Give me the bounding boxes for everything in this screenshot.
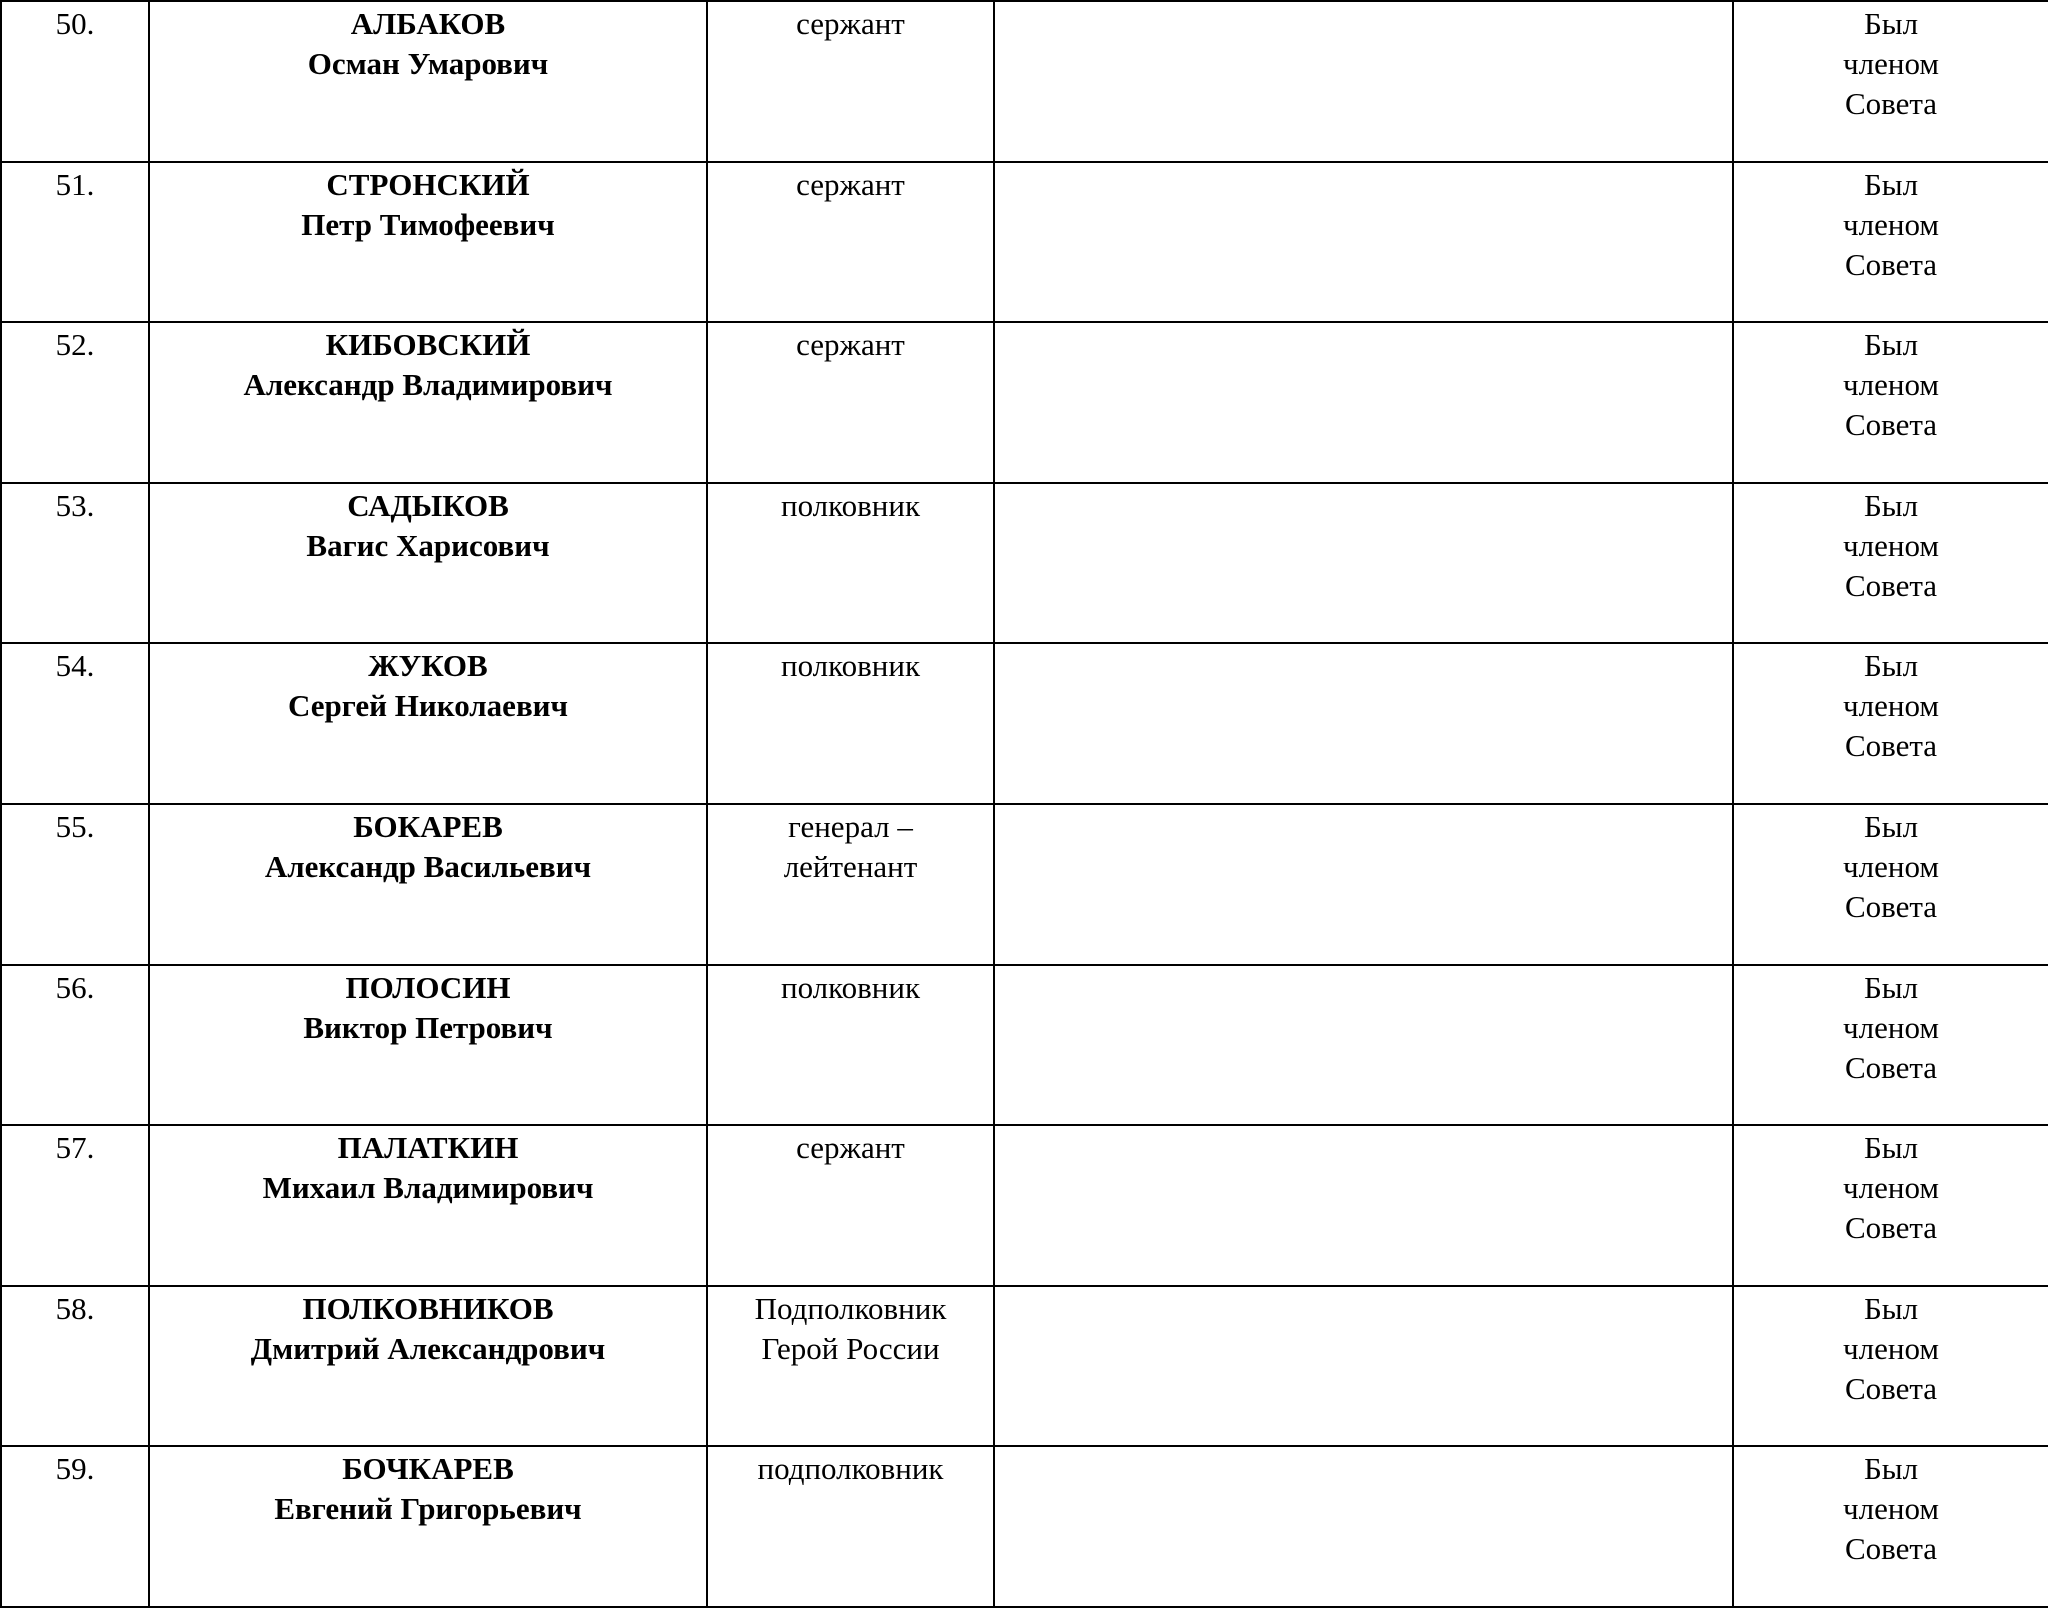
row-number: 52. — [1, 322, 149, 483]
rank-text: сержант — [796, 6, 905, 41]
person-name-cell — [149, 643, 707, 804]
rank-text: сержант — [796, 166, 905, 202]
rank-cell — [707, 483, 994, 644]
rank-cell — [707, 1446, 994, 1607]
status-text: членом — [1843, 1330, 1939, 1366]
status-cell — [1733, 162, 2048, 323]
rank-cell — [707, 322, 994, 483]
status-cell — [1733, 1, 2048, 162]
row-number: 58. — [1, 1286, 149, 1447]
row-number: 50. — [1, 1, 149, 162]
status-cell — [1733, 1125, 2048, 1286]
status-cell — [1733, 804, 2048, 965]
empty-notes-cell — [994, 1286, 1733, 1447]
status-text: членом — [1843, 367, 1939, 403]
empty-notes-cell — [994, 965, 1733, 1126]
status-text: Был — [1863, 166, 1919, 202]
row-number: 53. — [1, 483, 149, 644]
person-name-cell — [149, 1, 707, 162]
status-text: Совета — [1844, 1370, 1938, 1406]
person-name-cell — [149, 1286, 707, 1447]
rank-text: Подполковник — [754, 1290, 947, 1326]
status-text: Был — [1863, 808, 1919, 844]
table-row — [1, 1125, 2048, 1286]
status-text: Совета — [1844, 1049, 1938, 1085]
status-text: Совета — [1844, 888, 1938, 924]
person-name-cell — [149, 965, 707, 1126]
status-text: членом — [1843, 1009, 1939, 1045]
surname: КИБОВСКИЙ — [325, 327, 531, 363]
table-row — [1, 1286, 2048, 1447]
row-number: 51. — [1, 162, 149, 323]
rank-text: генерал – — [788, 808, 913, 844]
table-row — [1, 1446, 2048, 1607]
status-cell — [1733, 965, 2048, 1126]
rank-text: Герой России — [761, 1330, 940, 1366]
status-text: Был — [1863, 6, 1919, 41]
person-name-cell — [149, 1446, 707, 1607]
given-name-patronymic: Сергей Николаевич — [287, 688, 569, 724]
surname: ЖУКОВ — [368, 648, 488, 684]
status-text: Был — [1863, 1130, 1919, 1166]
rank-text: сержант — [796, 327, 905, 363]
status-cell — [1733, 322, 2048, 483]
empty-notes-cell — [994, 643, 1733, 804]
given-name-patronymic: Вагис Харисович — [306, 527, 550, 563]
surname: АЛБАКОВ — [350, 6, 506, 41]
status-text: Был — [1863, 1290, 1919, 1326]
surname: БОКАРЕВ — [353, 808, 503, 844]
status-text: членом — [1843, 1170, 1939, 1206]
given-name-patronymic: Михаил Владимирович — [262, 1170, 594, 1206]
status-text: Был — [1863, 487, 1919, 523]
surname: СТРОНСКИЙ — [326, 166, 530, 202]
status-cell — [1733, 483, 2048, 644]
status-text: Совета — [1844, 567, 1938, 603]
status-text: Совета — [1844, 728, 1938, 764]
surname: ПОЛКОВНИКОВ — [302, 1290, 554, 1326]
empty-notes-cell — [994, 1, 1733, 162]
status-cell — [1733, 1446, 2048, 1607]
table-row — [1, 483, 2048, 644]
rank-cell — [707, 162, 994, 323]
person-name-cell — [149, 322, 707, 483]
table-row — [1, 643, 2048, 804]
table-row — [1, 965, 2048, 1126]
status-text: Совета — [1844, 407, 1938, 443]
row-number: 57. — [1, 1125, 149, 1286]
status-text: Совета — [1844, 86, 1938, 121]
status-text: Был — [1863, 1451, 1919, 1487]
person-name-cell — [149, 804, 707, 965]
rank-text: лейтенант — [783, 848, 918, 884]
status-text: Был — [1863, 648, 1919, 684]
given-name-patronymic: Евгений Григорьевич — [274, 1491, 582, 1527]
rank-text: полковник — [780, 487, 920, 523]
rank-cell — [707, 1125, 994, 1286]
table-row — [1, 162, 2048, 323]
empty-notes-cell — [994, 1125, 1733, 1286]
status-text: членом — [1843, 848, 1939, 884]
status-text: членом — [1843, 46, 1939, 81]
rank-text: сержант — [796, 1130, 905, 1166]
empty-notes-cell — [994, 804, 1733, 965]
status-text: Совета — [1844, 1210, 1938, 1246]
rank-text: подполковник — [757, 1451, 944, 1487]
status-text: членом — [1843, 688, 1939, 724]
rank-cell — [707, 965, 994, 1126]
status-text: Был — [1863, 327, 1919, 363]
status-text: Совета — [1844, 1531, 1938, 1567]
row-number: 55. — [1, 804, 149, 965]
rank-cell — [707, 1, 994, 162]
rank-text: полковник — [780, 648, 920, 684]
row-number: 59. — [1, 1446, 149, 1607]
given-name-patronymic: Дмитрий Александрович — [250, 1330, 606, 1366]
roster-body — [1, 1, 2048, 1607]
given-name-patronymic: Александр Владимирович — [243, 367, 613, 403]
empty-notes-cell — [994, 162, 1733, 323]
row-number: 54. — [1, 643, 149, 804]
given-name-patronymic: Петр Тимофеевич — [301, 206, 555, 242]
status-cell — [1733, 1286, 2048, 1447]
given-name-patronymic: Виктор Петрович — [303, 1009, 553, 1045]
status-text: Совета — [1844, 246, 1938, 282]
person-name-cell — [149, 483, 707, 644]
table-row — [1, 1, 2048, 162]
person-name-cell — [149, 162, 707, 323]
status-text: членом — [1843, 206, 1939, 242]
given-name-patronymic: Осман Умарович — [307, 46, 549, 81]
surname: САДЫКОВ — [347, 487, 509, 523]
status-text: членом — [1843, 527, 1939, 563]
surname: ПОЛОСИН — [345, 969, 511, 1005]
rank-cell — [707, 643, 994, 804]
surname: ПАЛАТКИН — [337, 1130, 519, 1166]
given-name-patronymic: Александр Васильевич — [264, 848, 592, 884]
person-name-cell — [149, 1125, 707, 1286]
empty-notes-cell — [994, 1446, 1733, 1607]
rank-cell — [707, 1286, 994, 1447]
table-row — [1, 804, 2048, 965]
rank-cell — [707, 804, 994, 965]
status-text: членом — [1843, 1491, 1939, 1527]
rank-text: полковник — [780, 969, 920, 1005]
surname: БОЧКАРЕВ — [342, 1451, 514, 1487]
row-number: 56. — [1, 965, 149, 1126]
table-row — [1, 322, 2048, 483]
empty-notes-cell — [994, 483, 1733, 644]
empty-notes-cell — [994, 322, 1733, 483]
status-cell — [1733, 643, 2048, 804]
status-text: Был — [1863, 969, 1919, 1005]
